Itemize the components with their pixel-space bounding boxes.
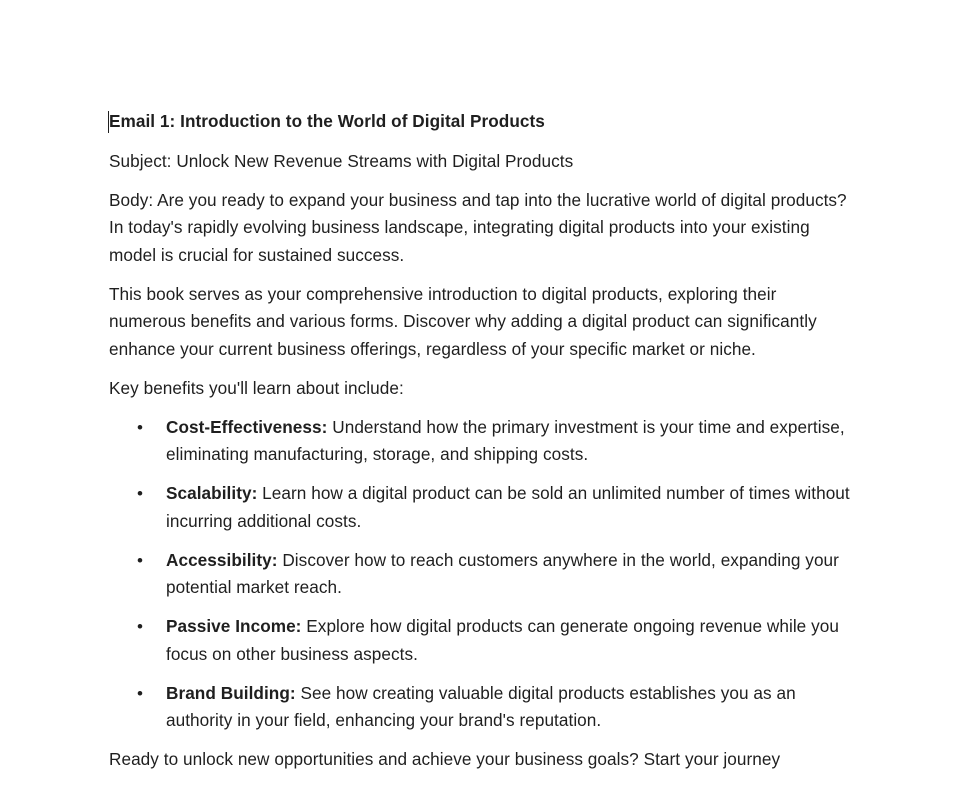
benefit-text: Discover how to reach customers anywhere in the world, expanding your potential market reach. bbox=[166, 549, 839, 597]
benefits-lead: Key benefits you'll learn about include: bbox=[109, 377, 404, 398]
email-subject: Subject: Unlock New Revenue Streams with Digital Products bbox=[109, 150, 574, 171]
benefit-item-cost-effectiveness bbox=[109, 414, 854, 469]
benefit-text: Explore how digital products can generate ongoing revenue while you focus on other business aspects. bbox=[166, 616, 839, 664]
benefit-label: Scalability: bbox=[166, 483, 258, 503]
benefit-item-accessibility bbox=[109, 547, 854, 602]
benefits-list bbox=[109, 414, 854, 735]
benefit-text: Understand how the primary investment is your time and expertise, eliminating manufacturing, storage, and shipping costs. bbox=[166, 416, 845, 464]
benefit-item-brand-building bbox=[109, 680, 854, 735]
bullet-icon: • bbox=[137, 484, 144, 503]
bullet-icon: • bbox=[137, 550, 144, 570]
email-heading: Email 1: Introduction to the World of Digital Products bbox=[109, 111, 545, 131]
benefit-label: Brand Building: bbox=[166, 682, 296, 703]
text-cursor bbox=[108, 111, 109, 133]
closing-paragraph: Ready to unlock new opportunities and achieve your business goals? Start your journey bbox=[109, 749, 781, 769]
benefit-label: Cost-Effectiveness: bbox=[166, 416, 328, 437]
benefit-text: Learn how a digital product can be sold an unlimited number of times without incurring additional costs. bbox=[166, 483, 850, 531]
body-book-paragraph: This book serves as your comprehensive introduction to digital products, exploring their numerous benefits and various forms. Discover why adding a digital product can significantly enhance your current business offerings, regardless of your specific market or niche. bbox=[109, 283, 817, 359]
benefit-label: Passive Income: bbox=[166, 616, 302, 636]
bullet-icon: • bbox=[137, 617, 144, 636]
benefit-text: See how creating valuable digital products establishes you as an authority in your field, enhancing your brand's reputation. bbox=[166, 682, 796, 730]
benefit-item-passive-income bbox=[109, 613, 854, 668]
benefit-item-scalability bbox=[109, 480, 854, 535]
body-intro-paragraph: Body: Are you ready to expand your business and tap into the lucrative world of digital products? In today's rapidly evolving business landscape, integrating digital products into your existing model is crucial for sustained success. bbox=[109, 189, 847, 265]
bullet-icon: • bbox=[137, 417, 144, 437]
bullet-icon: • bbox=[137, 683, 144, 703]
document-page[interactable] bbox=[109, 108, 854, 785]
benefit-label: Accessibility: bbox=[166, 549, 278, 570]
